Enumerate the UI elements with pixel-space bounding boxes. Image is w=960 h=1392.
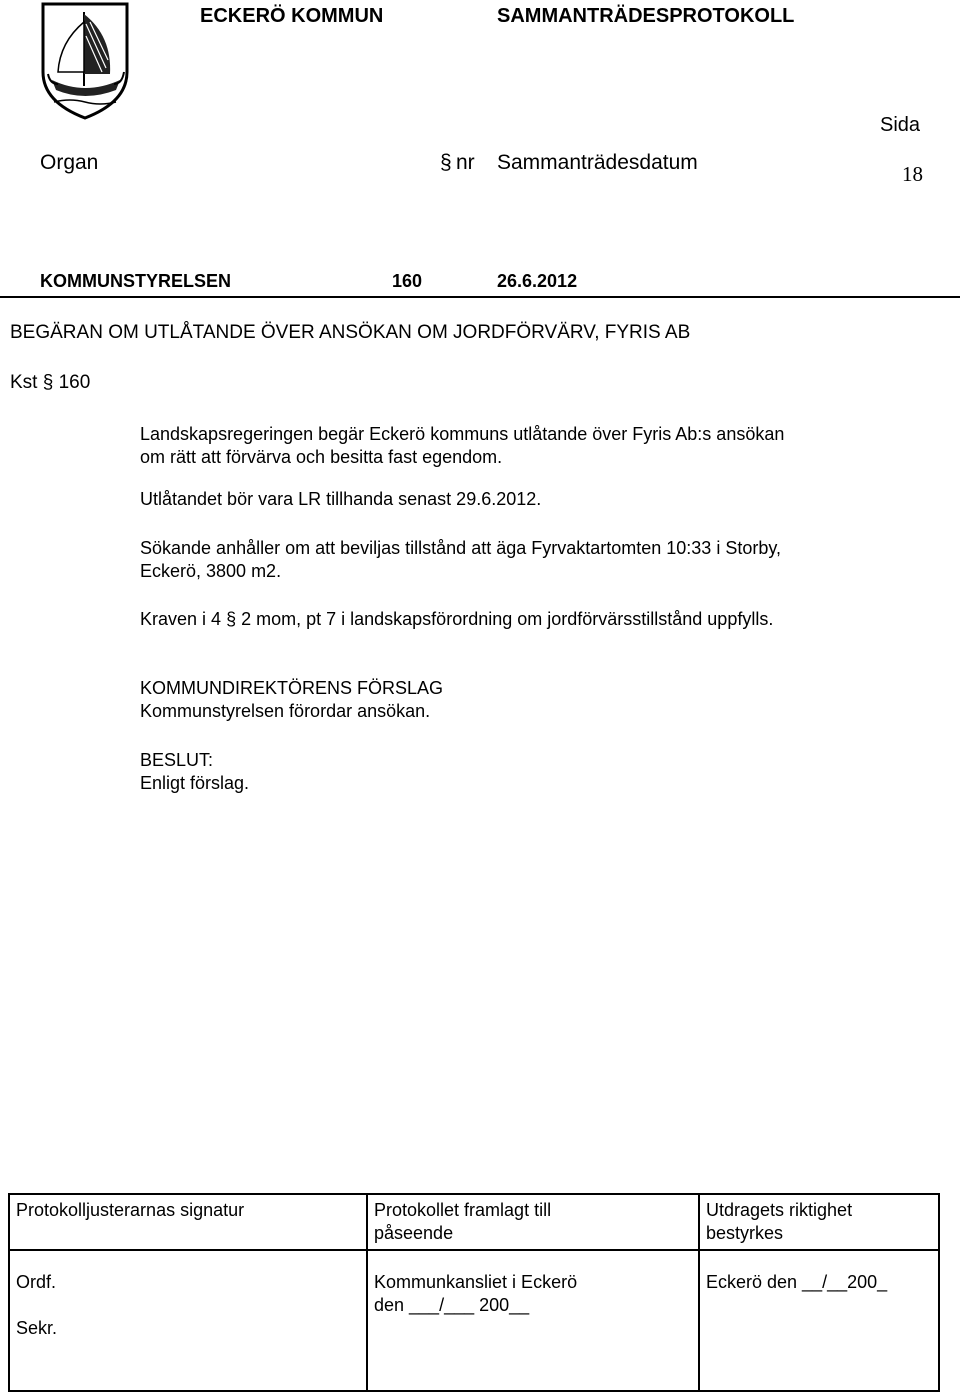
paragraph-deadline: Utlåtandet bör vara LR tillhanda senast 29.6.2012. bbox=[140, 489, 542, 509]
header-divider bbox=[0, 296, 960, 298]
proposal-block bbox=[140, 677, 443, 723]
organ-value: KOMMUNSTYRELSEN bbox=[40, 271, 232, 291]
document-type: SAMMANTRÄDESPROTOKOLL bbox=[497, 5, 795, 27]
decision-block bbox=[140, 749, 249, 795]
nr-label: nr bbox=[456, 151, 475, 174]
decision-heading: BESLUT: bbox=[140, 750, 214, 770]
requirements-section-symbol: § bbox=[226, 609, 237, 629]
secretary-label: Sekr. bbox=[16, 1318, 58, 1338]
certified-date: Eckerö den __/__200_ bbox=[706, 1272, 888, 1292]
certified-cell bbox=[699, 1250, 939, 1391]
page-number: 18 bbox=[902, 162, 923, 186]
kst-section-symbol: § bbox=[42, 372, 54, 393]
requirements-part2: 2 mom, pt 7 i landskapsförordning om jordförvärsstillstånd uppfylls. bbox=[241, 609, 774, 629]
date-label: Sammanträdesdatum bbox=[497, 151, 698, 174]
paragraph-request bbox=[140, 423, 784, 469]
organ-label: Organ bbox=[40, 151, 99, 174]
matter-title: BEGÄRAN OM UTLÅTANDE ÖVER ANSÖKAN OM JORDFÖRVÄRV, FYRIS AB bbox=[10, 322, 691, 343]
paragraph-applicant bbox=[140, 537, 781, 583]
proposal-heading: KOMMUNDIREKTÖRENS FÖRSLAG bbox=[140, 678, 444, 698]
municipality-name: ECKERÖ KOMMUN bbox=[200, 5, 384, 27]
paragraph-requirements bbox=[140, 608, 773, 631]
kst-reference bbox=[10, 372, 90, 394]
col-posted-header: Protokollet framlagt till påseende bbox=[367, 1194, 699, 1250]
chairman-label: Ordf. bbox=[16, 1272, 57, 1292]
paragraph-request-line1: Landskapsregeringen begär Eckerö kommuns utlåtande över Fyris Ab:s ansökan bbox=[140, 424, 785, 444]
requirements-part1: Kraven i 4 bbox=[140, 609, 222, 629]
signature-cell bbox=[9, 1250, 367, 1391]
paragraph-applicant-line1: Sökande anhåller om att beviljas tillstånd att äga Fyrvaktartomten 10:33 i Storby, bbox=[140, 538, 782, 558]
nr-value: 160 bbox=[392, 271, 423, 291]
paragraph-request-line2: om rätt att förvärva och besitta fast egendom. bbox=[140, 447, 503, 467]
signature-table bbox=[8, 1193, 940, 1392]
proposal-text: Kommunstyrelsen förordar ansökan. bbox=[140, 701, 431, 721]
section-symbol: § bbox=[440, 151, 452, 174]
date-value: 26.6.2012 bbox=[497, 271, 578, 291]
col-signatures-header: Protokolljusterarnas signatur bbox=[9, 1194, 367, 1250]
kst-label: Kst bbox=[10, 372, 38, 393]
kst-number: 160 bbox=[58, 372, 91, 393]
paragraph-applicant-line2: Eckerö, 3800 m2. bbox=[140, 561, 282, 581]
page-label: Sida bbox=[880, 114, 921, 136]
posted-cell bbox=[367, 1250, 699, 1391]
col-certified-header: Utdragets riktighet bestyrkes bbox=[699, 1194, 939, 1250]
posted-date: den ___/___ 200__ bbox=[374, 1295, 530, 1315]
posted-location: Kommunkansliet i Eckerö bbox=[374, 1272, 578, 1292]
municipality-coat-of-arms bbox=[40, 2, 130, 120]
decision-text: Enligt förslag. bbox=[140, 773, 250, 793]
